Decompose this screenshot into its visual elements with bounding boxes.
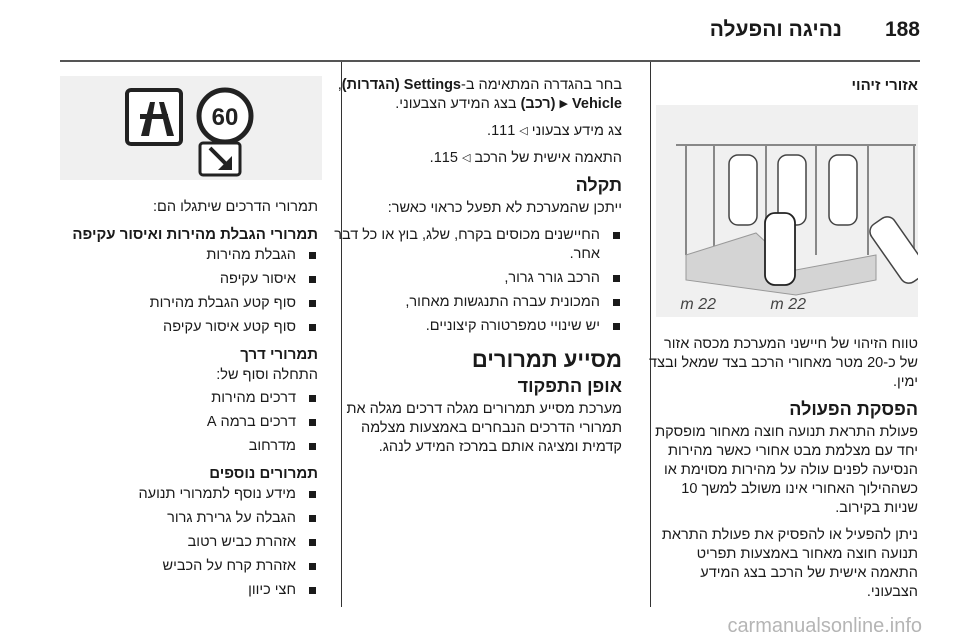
paragraph: ניתן להפעיל או להפסיק את פעולת התראת תנועה חוצה מאחור באמצעות תפריט התאמה אישית של הרכב בצג המידע הצבעוני. [661, 527, 918, 600]
header-rule [60, 60, 920, 62]
sign-list [40, 485, 318, 600]
list-item: מידע נוסף לתמרורי תנועה [40, 485, 318, 504]
watermark: carmanualsonline.info [727, 615, 922, 637]
left-column [40, 198, 318, 608]
right-column [646, 76, 918, 610]
detection-zone-figure [656, 105, 918, 317]
list-item: חצי כיוון [40, 581, 318, 600]
settings-instruction: בחר בהגדרה המתאימה ב-Settings (הגדרות), Vehicle ▶ (רכב) בצג המידע הצבעוני. [337, 77, 622, 112]
middle-column [332, 76, 622, 465]
chapter-title: נהיגה והפעלה [709, 18, 842, 41]
subheading: תמרורי דרך [240, 346, 318, 363]
sign-list [40, 246, 318, 337]
subheading: תמרורי הגבלת מהירות ואיסור עקיפה [72, 226, 318, 243]
page-number: 188 [884, 18, 920, 41]
list-item: אזהרת כביש רטוב [40, 533, 318, 552]
list-item: יש שינויי טמפרטורה קיצוניים. [332, 317, 622, 336]
list-item: דרכים ברמה A [40, 413, 318, 432]
page-header [60, 18, 920, 56]
distance-label-right: 22 m [770, 296, 806, 313]
subheading: הפסקת הפעולה [789, 399, 918, 419]
subheading: תמרורים נוספים [209, 465, 318, 482]
list-item: סוף קטע איסור עקיפה [40, 318, 318, 337]
traffic-signs-illustration [60, 76, 322, 180]
list-item: החיישנים מכוסים בקרח, שלג, בוץ או כל דבר אחר. [332, 226, 622, 264]
page-reference-icon: ◁ [519, 125, 528, 137]
paragraph: מערכת מסייע תמרורים מגלה דרכים מגלה את תמרורי הדרכים הנבחרים באמצעות מצלמה קדמית ומציגה אותם במרכז המידע לנהג. [346, 401, 622, 455]
list-item: סוף קטע הגבלת מהירות [40, 294, 318, 313]
list-item: איסור עקיפה [40, 270, 318, 289]
list-item: אזהרת קרח על הכביש [40, 557, 318, 576]
list-item: המכונית עברה התנגשות מאחור, [332, 293, 622, 312]
list-item: דרכים מהירות [40, 389, 318, 408]
cross-reference[interactable]: התאמה אישית של הרכב ◁ 115. [429, 150, 622, 166]
section-heading: אזורי זיהוי [851, 77, 918, 94]
subheading: אופן התפקוד [517, 376, 622, 396]
subheading: תקלה [575, 175, 622, 195]
paragraph: טווח הזיהוי של חיישני המערכת מכסה אזור של כ-20 מטר מאחורי הרכב בצד שמאל ובצד ימין. [649, 336, 918, 390]
list-item: הגבלה על גרירת גרור [40, 509, 318, 528]
sign-list [40, 389, 318, 456]
parking-illustration [656, 105, 918, 317]
fault-list [332, 226, 622, 336]
paragraph: התחלה וסוף של: [216, 367, 318, 383]
paragraph: תמרורי הדרכים שיתגלו הם: [153, 199, 318, 215]
section-title: מסייע תמרורים [471, 347, 622, 372]
distance-label-left: 22 m [680, 296, 716, 313]
list-item: מדרחוב [40, 437, 318, 456]
list-item: הגבלת מהירות [40, 246, 318, 265]
traffic-signs-figure [60, 76, 322, 180]
paragraph: פעולת התראת תנועה חוצה מאחור מופסקת יחד עם מצלמת מבט אחורי כאשר מהירות הנסיעה לפנים עולה על מהירות מסוימת או כשההילוך האחורי אינו משולב למשך 10 שניות בקירוב. [655, 424, 918, 516]
page-reference-icon: ◁ [461, 152, 471, 164]
cross-reference[interactable]: צג מידע צבעוני ◁ 111. [487, 123, 622, 139]
speed-limit-value: 60 [211, 104, 239, 131]
menu-arrow-icon: ▶ [559, 98, 568, 110]
paragraph: ייתכן שהמערכת לא תפעל כראוי כאשר: [387, 200, 622, 216]
list-item: הרכב גורר גרור, [332, 269, 622, 288]
